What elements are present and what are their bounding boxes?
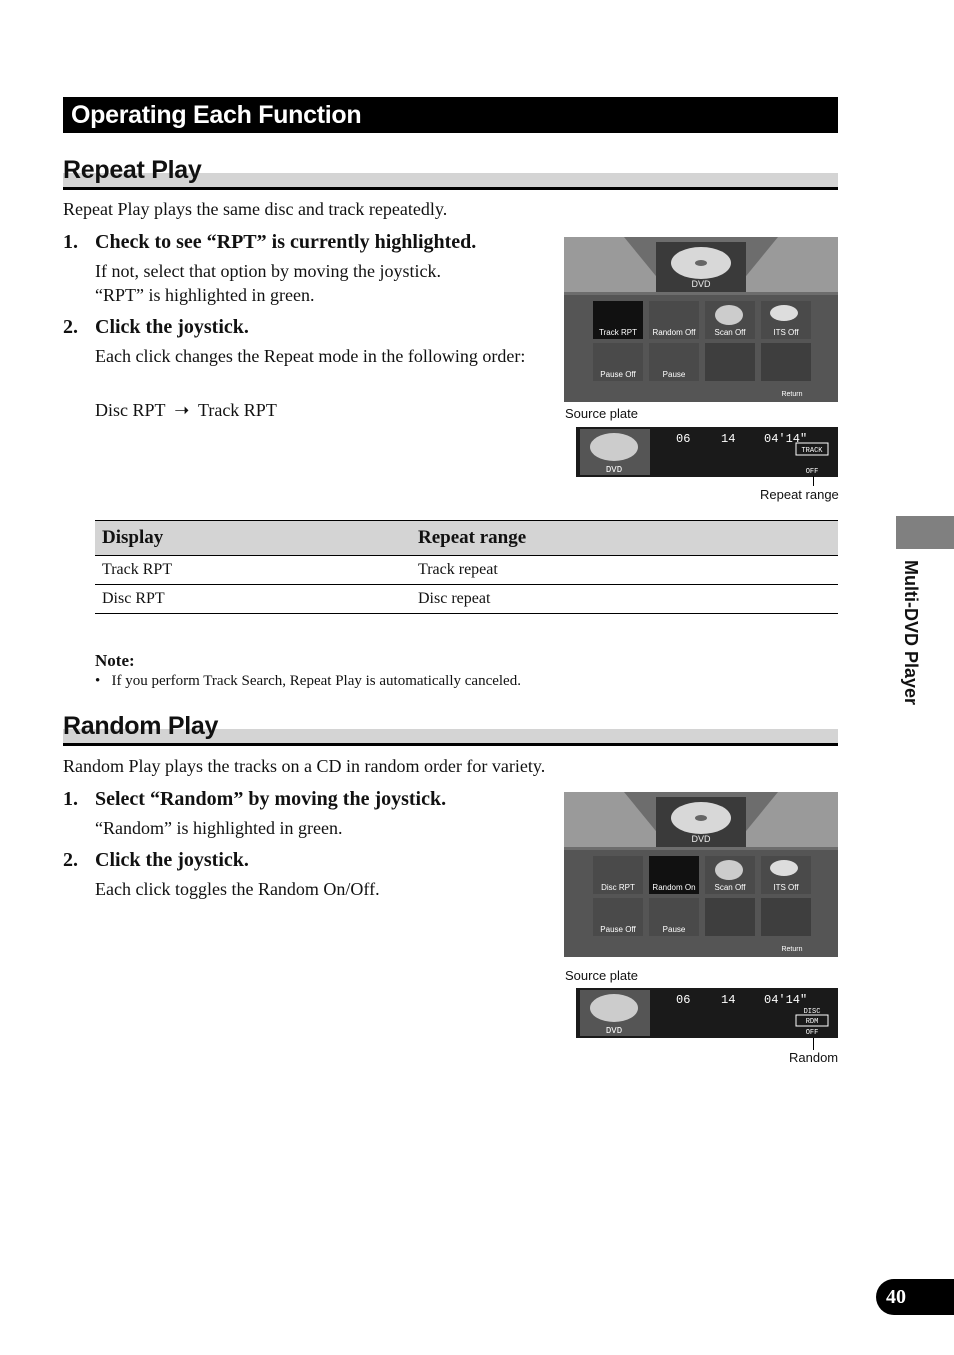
page-number: 40 bbox=[876, 1279, 954, 1315]
note-bullet: • bbox=[95, 673, 101, 689]
random-step1-body: “Random” is highlighted in green. bbox=[95, 818, 343, 838]
screen-tile-6: Pause bbox=[662, 370, 686, 379]
plate-status: TRACK bbox=[801, 447, 823, 455]
screen-tile-1: Track RPT bbox=[599, 328, 637, 337]
screen-tile-6: Pause bbox=[662, 925, 686, 934]
plate-status-off: OFF bbox=[805, 468, 819, 476]
table-header-range: Repeat range bbox=[411, 521, 838, 556]
section-heading-repeat bbox=[63, 156, 838, 190]
repeat-caption-range: Repeat range bbox=[760, 487, 839, 502]
repeat-step2-body: Each click changes the Repeat mode in the following order: bbox=[95, 346, 526, 366]
side-label bbox=[895, 560, 925, 740]
random-intro: Random Play plays the tracks on a CD in random order for variety. bbox=[63, 756, 546, 776]
screen-tile-3: Scan Off bbox=[714, 883, 746, 892]
order-from: Disc RPT bbox=[95, 400, 166, 420]
screen-top-label: DVD bbox=[691, 279, 711, 289]
repeat-caption-source: Source plate bbox=[565, 406, 638, 421]
random-source-plate bbox=[576, 988, 838, 1038]
plate-dvd-label: DVD bbox=[605, 465, 623, 475]
table-cell: Disc repeat bbox=[411, 585, 838, 614]
table-header-display: Display bbox=[95, 521, 411, 556]
plate-dvd-label: DVD bbox=[605, 1026, 623, 1036]
screen-tile-5: Pause Off bbox=[600, 370, 636, 379]
table-cell: Track RPT bbox=[95, 556, 411, 585]
note-text: If you perform Track Search, Repeat Play is automatically canceled. bbox=[111, 673, 521, 689]
random-screen-image bbox=[564, 792, 838, 957]
screen-tile-4: ITS Off bbox=[773, 328, 799, 337]
screen-tile-2: Random Off bbox=[652, 328, 696, 337]
table-row bbox=[95, 585, 838, 614]
repeat-step1-line1: If not, select that option by moving the joystick. bbox=[95, 261, 441, 281]
repeat-step1-title: Check to see “RPT” is currently highlighted. bbox=[95, 231, 477, 253]
repeat-order bbox=[95, 398, 545, 422]
random-step2-body: Each click toggles the Random On/Off. bbox=[95, 879, 380, 899]
plate-status-off: OFF bbox=[805, 1029, 819, 1037]
screen-tile-4: ITS Off bbox=[773, 883, 799, 892]
side-tab-marker bbox=[896, 516, 954, 549]
plate-counter: 06 bbox=[676, 432, 691, 446]
screen-tile-5: Pause Off bbox=[600, 925, 636, 934]
repeat-source-plate bbox=[576, 427, 838, 477]
plate-time: 04'14" bbox=[764, 993, 808, 1007]
repeat-intro: Repeat Play plays the same disc and track repeatedly. bbox=[63, 199, 448, 219]
repeat-step1-body bbox=[95, 259, 545, 307]
table-header-row bbox=[95, 521, 838, 556]
random-caption-source: Source plate bbox=[565, 968, 638, 983]
repeat-step2-number: 2. bbox=[63, 316, 78, 338]
note-heading: Note: bbox=[95, 651, 135, 670]
screen-return-label: Return bbox=[781, 946, 803, 953]
section-title-repeat: Repeat Play bbox=[63, 156, 202, 184]
screen-tile-1: Disc RPT bbox=[601, 883, 635, 892]
plate-status-disc: DISC bbox=[803, 1008, 821, 1016]
repeat-step1-line2: “RPT” is highlighted in green. bbox=[95, 285, 315, 305]
plate-time: 04'14" bbox=[764, 432, 808, 446]
side-label-text: Multi-DVD Player bbox=[901, 560, 921, 706]
repeat-step1-number: 1. bbox=[63, 231, 78, 253]
arrow-right-icon: ➝ bbox=[169, 400, 194, 420]
screen-return-label: Return bbox=[781, 391, 803, 398]
repeat-range-table bbox=[95, 520, 838, 614]
screen-top-label: DVD bbox=[691, 834, 711, 844]
repeat-step2-title: Click the joystick. bbox=[95, 316, 249, 338]
plate-counter: 06 bbox=[676, 993, 691, 1007]
repeat-screen-image bbox=[564, 237, 838, 402]
section-heading-random bbox=[63, 712, 838, 746]
section-title-random: Random Play bbox=[63, 712, 219, 740]
table-row bbox=[95, 556, 838, 585]
plate-track: 14 bbox=[721, 993, 736, 1007]
order-to: Track RPT bbox=[197, 400, 277, 420]
note-item bbox=[95, 673, 521, 690]
plate-status: RDM bbox=[805, 1018, 819, 1026]
screen-tile-3: Scan Off bbox=[714, 328, 746, 337]
random-step2-number: 2. bbox=[63, 849, 78, 871]
table-cell: Track repeat bbox=[411, 556, 838, 585]
plate-track: 14 bbox=[721, 432, 736, 446]
random-step1-title: Select “Random” by moving the joystick. bbox=[95, 788, 447, 810]
screen-tile-2: Random On bbox=[652, 883, 696, 892]
random-caption: Random bbox=[789, 1050, 839, 1065]
table-cell: Disc RPT bbox=[95, 585, 411, 614]
chapter-banner: Operating Each Function bbox=[63, 97, 838, 133]
random-step1-number: 1. bbox=[63, 788, 78, 810]
random-step2-title: Click the joystick. bbox=[95, 849, 249, 871]
